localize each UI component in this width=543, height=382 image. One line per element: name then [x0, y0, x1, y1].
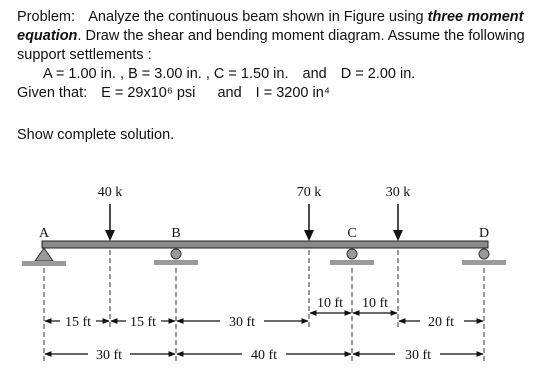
dimension-row-1: [45, 313, 483, 321]
load-arrow-70k: [304, 204, 314, 241]
problem-emphasis-2: equation: [17, 28, 78, 44]
dim-span-cd: 30 ft: [404, 348, 432, 363]
problem-text-1: Analyze the continuous beam shown in Figure using: [88, 9, 424, 25]
given-i: I = 3200 in⁴: [255, 85, 331, 101]
given-e: E = 29x10⁶ psi: [101, 85, 196, 101]
settlement-a: A = 1.00 in. ,: [43, 66, 125, 82]
support-d-roller: [462, 249, 506, 265]
given-label: Given that:: [17, 85, 88, 101]
support-label-d: D: [478, 226, 490, 241]
problem-line-3: support settlements :: [17, 47, 152, 63]
dim-10ft-a: 10 ft: [316, 296, 344, 311]
dim-span-ab: 30 ft: [95, 348, 123, 363]
dim-15ft-b: 15 ft: [129, 315, 157, 330]
support-c-roller: [330, 249, 374, 265]
problem-label: Problem:: [17, 9, 76, 25]
dimension-extension-lines: [44, 250, 484, 362]
dim-span-bc: 40 ft: [250, 348, 278, 363]
problem-emphasis-1: three moment: [427, 9, 524, 25]
load-label-70k: 70 k: [296, 185, 322, 200]
dim-15ft-a: 15 ft: [64, 315, 92, 330]
settlement-and: and: [302, 66, 327, 82]
dim-30ft-bc: 30 ft: [228, 315, 256, 330]
load-arrow-40k: [105, 204, 115, 241]
support-label-b: B: [171, 226, 181, 241]
support-b-roller: [154, 249, 198, 265]
given-and: and: [217, 85, 242, 101]
load-label-40k: 40 k: [97, 185, 123, 200]
support-label-c: C: [347, 226, 357, 241]
settlement-b: B = 3.00 in. ,: [128, 66, 210, 82]
settlement-c: C = 1.50 in.: [213, 66, 289, 82]
support-a-pin: [22, 248, 66, 266]
dim-20ft: 20 ft: [427, 315, 455, 330]
dim-10ft-b: 10 ft: [361, 296, 389, 311]
load-label-30k: 30 k: [385, 185, 411, 200]
support-label-a: A: [38, 226, 50, 241]
load-arrow-30k: [393, 204, 403, 241]
beam: [42, 241, 488, 248]
settlement-d: D = 2.00 in.: [340, 66, 416, 82]
show-solution-text: Show complete solution.: [17, 127, 175, 143]
problem-text-2: . Draw the shear and bending moment diagram. Assume the following: [77, 28, 525, 44]
